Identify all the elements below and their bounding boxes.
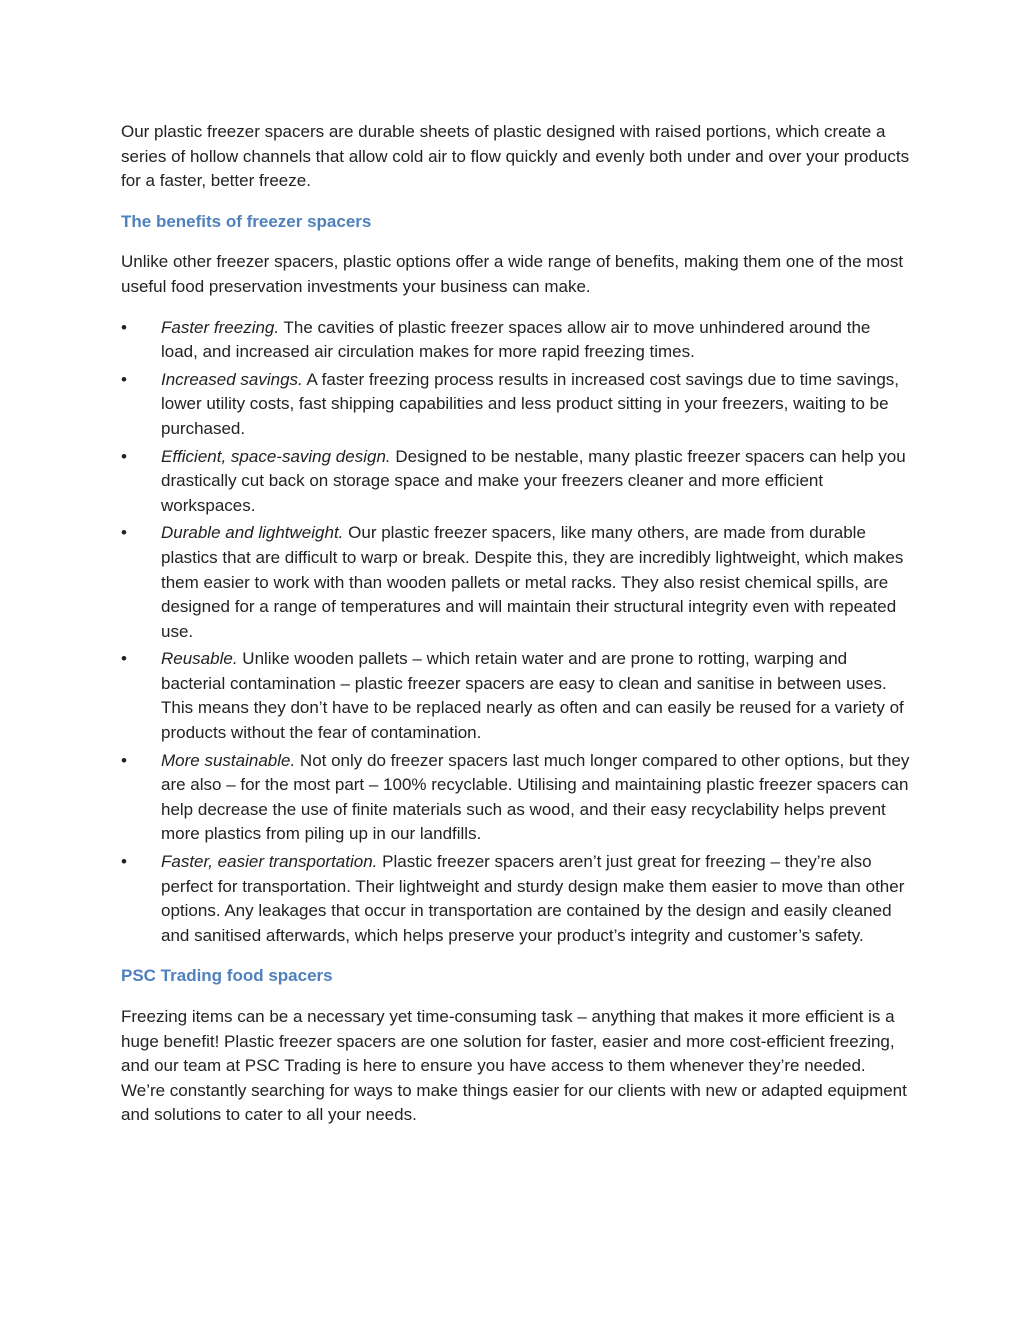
list-item-text: Our plastic freezer spacers, like many others, are made from durable plastics that are difficult to warp or break. Despite this, they are incredibly lightweight, which makes them easier to work with than wooden pallets or metal racks. They also resist chemical spills, are designed for a range of temperatures and will maintain their structural integrity even with repeated use. — [161, 523, 904, 641]
list-item-title: Efficient, space-saving design. — [161, 446, 391, 466]
list-item — [121, 647, 911, 745]
list-item-text: A faster freezing process results in increased cost savings due to time savings, lower utility costs, fast shipping capabilities and less product sitting in your freezers, waiting to be purchased. — [161, 369, 899, 438]
list-item-title: Durable and lightweight. — [161, 523, 344, 543]
intro-paragraph: Our plastic freezer spacers are durable sheets of plastic designed with raised portions, which create a series of hollow channels that allow cold air to flow quickly and evenly both under and over your products for a faster, better freeze. — [121, 122, 910, 191]
bullet-icon: • — [121, 649, 127, 669]
section-heading-benefits: The benefits of freezer spacers — [121, 211, 372, 231]
list-item — [121, 521, 911, 644]
list-item-text: Not only do freezer spacers last much longer compared to other options, but they are also – for the most part – 100% recyclable. Utilising and maintaining plastic freezer spacers can help decrease the use of finite materials such as wood, and their easy recyclability helps prevent more plastics from piling up in our landfills. — [161, 750, 910, 844]
closing-paragraph: Freezing items can be a necessary yet time-consuming task – anything that makes it more efficient is a huge benefit! Plastic freezer spacers are one solution for faster, easier and more cost-efficient freezing, and our team at PSC Trading is here to ensure you have access to them whenever they’re needed. We’re constantly searching for ways to make things easier for our clients with new or adapted equipment and solutions to cater to all your needs. — [121, 1007, 907, 1125]
list-item — [121, 445, 911, 519]
list-item-text: The cavities of plastic freezer spaces allow air to move unhindered around the load, and increased air circulation makes for more rapid freezing times. — [161, 317, 871, 362]
bullet-icon: • — [121, 852, 127, 872]
list-item-text: Designed to be nestable, many plastic freezer spacers can help you drastically cut back on storage space and make your freezers cleaner and more efficient workspaces. — [161, 446, 906, 515]
list-item-text: Plastic freezer spacers aren’t just great for freezing – they’re also perfect for transportation. Their lightweight and sturdy design make them easier to move than other options. Any leakages that occur in transportation are contained by the design and easily cleaned and sanitised afterwards, which helps preserve your product’s integrity and customer’s safety. — [161, 852, 905, 945]
list-item — [121, 850, 911, 948]
list-item-title: Faster, easier transportation. — [161, 852, 378, 872]
benefits-list — [121, 316, 911, 949]
list-item-title: Faster freezing. — [161, 317, 280, 337]
bullet-icon: • — [121, 369, 127, 389]
list-item — [121, 368, 911, 442]
bullet-icon: • — [121, 317, 127, 337]
benefits-intro-paragraph: Unlike other freezer spacers, plastic options offer a wide range of benefits, making them one of the most useful food preservation investments your business can make. — [121, 252, 904, 296]
list-item-title: Increased savings. — [161, 369, 303, 389]
list-item-text: Unlike wooden pallets – which retain water and are prone to rotting, warping and bacterial contamination – plastic freezer spacers are easy to clean and sanitise in between uses. This means they don’t have to be replaced nearly as often and can easily be reused for a variety of products without the fear of contamination. — [161, 649, 904, 743]
bullet-icon: • — [121, 750, 127, 770]
list-item — [121, 316, 911, 365]
list-item-title: More sustainable. — [161, 750, 296, 770]
document-page — [121, 120, 911, 1144]
list-item-title: Reusable. — [161, 649, 238, 669]
list-item — [121, 749, 911, 847]
bullet-icon: • — [121, 523, 127, 543]
bullet-icon: • — [121, 446, 127, 466]
section-heading-psc-trading: PSC Trading food spacers — [121, 966, 333, 986]
